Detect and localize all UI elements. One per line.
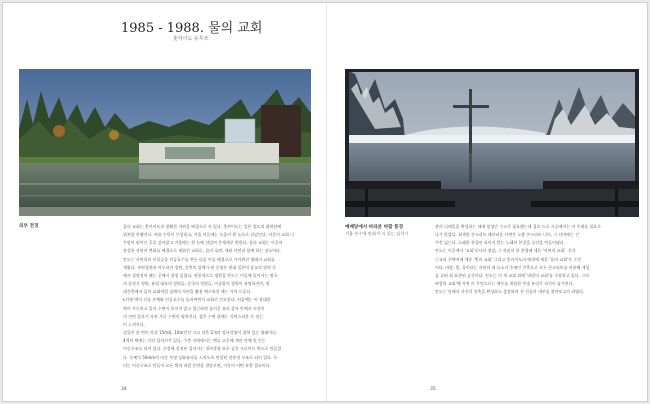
paragraph-line: 설물은 한 변이 각각 15m와, 10m인인 크고 작은 2개의 정사각형이 겹쳐 있는 형태이다. — [123, 330, 278, 336]
caption-chapel-view: 예배당에서 바라본 바깥 풍경 — [345, 225, 404, 230]
caption-chapel-view-sub: 겨울 풍수에 맞춰져 서 있는 십자가 — [345, 231, 409, 236]
paragraph-line: 에서 결정적이 폐는 곳에서 결정 있었다. 전통적으로 정원을 만드는 이들에 있어서는 영국 — [123, 272, 278, 278]
paragraph-line: 풍성한 자연의 변화를 배경으로 세워진 교회로, 물의 호면, 새와 자연과 함께 하는 장소이다. — [123, 248, 282, 254]
paragraph-line: 관의 디테일을 완성하는 데에 엄청난 수고가 필요했는데 집요 드로 시공에서는 이 주재를 필요로 — [435, 224, 601, 229]
paragraph-line: 무말이 뛰어난 곳을 감아앉고 겨울에는 흰 눈에 뒤덮여 은세계로 변한다. 물의 교회는 이곳의 — [123, 240, 283, 246]
chapter-title: 1985 - 1988. 물의 교회 — [121, 21, 263, 36]
page-gutter — [326, 3, 327, 401]
book-spread — [2, 2, 648, 402]
paragraph-line: 이중구조로 되어 있다. 중정에 설치된 십자가는 정사각형 모두 공간 크로이드 박스로 만들었 — [123, 346, 282, 352]
paragraph-line: 나가 않았다. 회색빛 콘크리트 매끄러운 사변은 노출 콘크리트 너머, 그 너머에는 긴 — [435, 232, 580, 238]
paragraph-line: 벽이 가로막고 있어 수면이 보이지 않고 접근하면 들어갈 유리 상자 안에서 시선이 — [123, 305, 265, 311]
paragraph-line: 대건축에서 물의 교회처럼 물에의 자연을 활용 배구하진 애는 거의 드물다. — [123, 289, 252, 295]
paragraph-line: 의 종정식 정원, 유럽 대륙의 정원들, 중국의 정원들, 이슬람의 정원이 유명하지만, 현 — [123, 281, 270, 287]
paragraph-line: 근교의 주택지에 세운 '빛의 교회' 그리고 홋카이도의 배경에 세운 '물의 교회'가 그것 — [435, 256, 581, 262]
paragraph-line: 물의 교회는 홋카이도의 광활한 자연을 배경으로 서 있다. 홋카이도는 일본 열도의 최북단에 — [123, 224, 282, 229]
paragraph-line: 안도는 안에서 자신의 건축을 완성하고 상상하며 저 건물의 내부를 찾아보고자 하였다. — [435, 289, 585, 295]
paragraph-line: 의 전면 갑자기 자연 가득 수면이 펼쳐진다. 결은 수면 위에는 자연스러운 듯 잇는 — [123, 313, 264, 319]
body-text-right — [435, 223, 635, 303]
paragraph-line: 안도는 이곳에서 '교회'로서의 정장, 그 작품의 한 풍경에 세운 '자연의 교회'. 후각 — [435, 248, 576, 254]
paragraph-line: 안도는 자연과의 이상공을 인공호수를 만든 다음 이를 배경으로 가까워진 형태의 교회를 — [123, 256, 275, 262]
paragraph-line: 를 살려 회 표현된 공간이다. 안도는 이 세 교회 외에 '바람의 교회'를 구상하고 있다. 그의 — [435, 272, 589, 278]
paragraph-line: 터는 이중구조로 만들어 모든 벽의 바깥 문란을 결말으면, 기둥이 어떤 보충 결코이다. — [123, 362, 271, 368]
chapter-subtitle: 홋카이도 유후쓰 — [173, 36, 209, 42]
exterior-photo — [19, 69, 311, 216]
paragraph-line: 바람의 교회'에 자연 이 무엇으로는 매투를 개념한 투명 유리가 자신이 남겨진다. — [435, 281, 574, 287]
page-number-left: 34 — [121, 387, 127, 392]
paragraph-line: 세웠다. 자연경관과 어우러진 정원, 건축의 입체가 된 중정은 현대 일본의 종교적 영역 중 — [123, 264, 277, 270]
page-number-right: 35 — [430, 387, 436, 392]
body-text-left — [123, 223, 321, 368]
paragraph-line: 4개의 벽에는 각각 십자가가 있다. 수층 지역에서는 맨들 고문에 계산 단체 및 인는 — [123, 338, 266, 344]
paragraph-line: 이다. 바람, 빛, 물이라는 자연의 세 요소가 주제인 건축으로 모두 콘크리트를 이용해 개성 — [435, 264, 590, 270]
paragraph-line: 이 느껴진다. — [123, 321, 145, 327]
paragraph-line: 다. 두께가 50mm의 이중 투명 강화유리를 스치도록 연결된 진흥적 구조로 되어 있다. 두 — [123, 354, 278, 360]
paragraph-line: L자형 벽이 건물 본체와 인공호수를 둘러싸면서 교회로 인도한다. 처음에는 이 장대한 — [123, 297, 271, 303]
paragraph-line: 위치한 한랭지다. 여름 수목이 무성하고, 겨울 어둠에는 녹음이 흰 눈으로 뒤덮인다. 이곳이 교회 너 — [123, 232, 295, 238]
chapel-view-photo — [345, 69, 639, 217]
caption-exterior: 외부 전경 — [19, 224, 39, 229]
paragraph-line: 주층 넓는다. 노래한 풍경이 보이지 않는 노래의 본질을 공간을 만들어냈다. — [435, 240, 565, 246]
